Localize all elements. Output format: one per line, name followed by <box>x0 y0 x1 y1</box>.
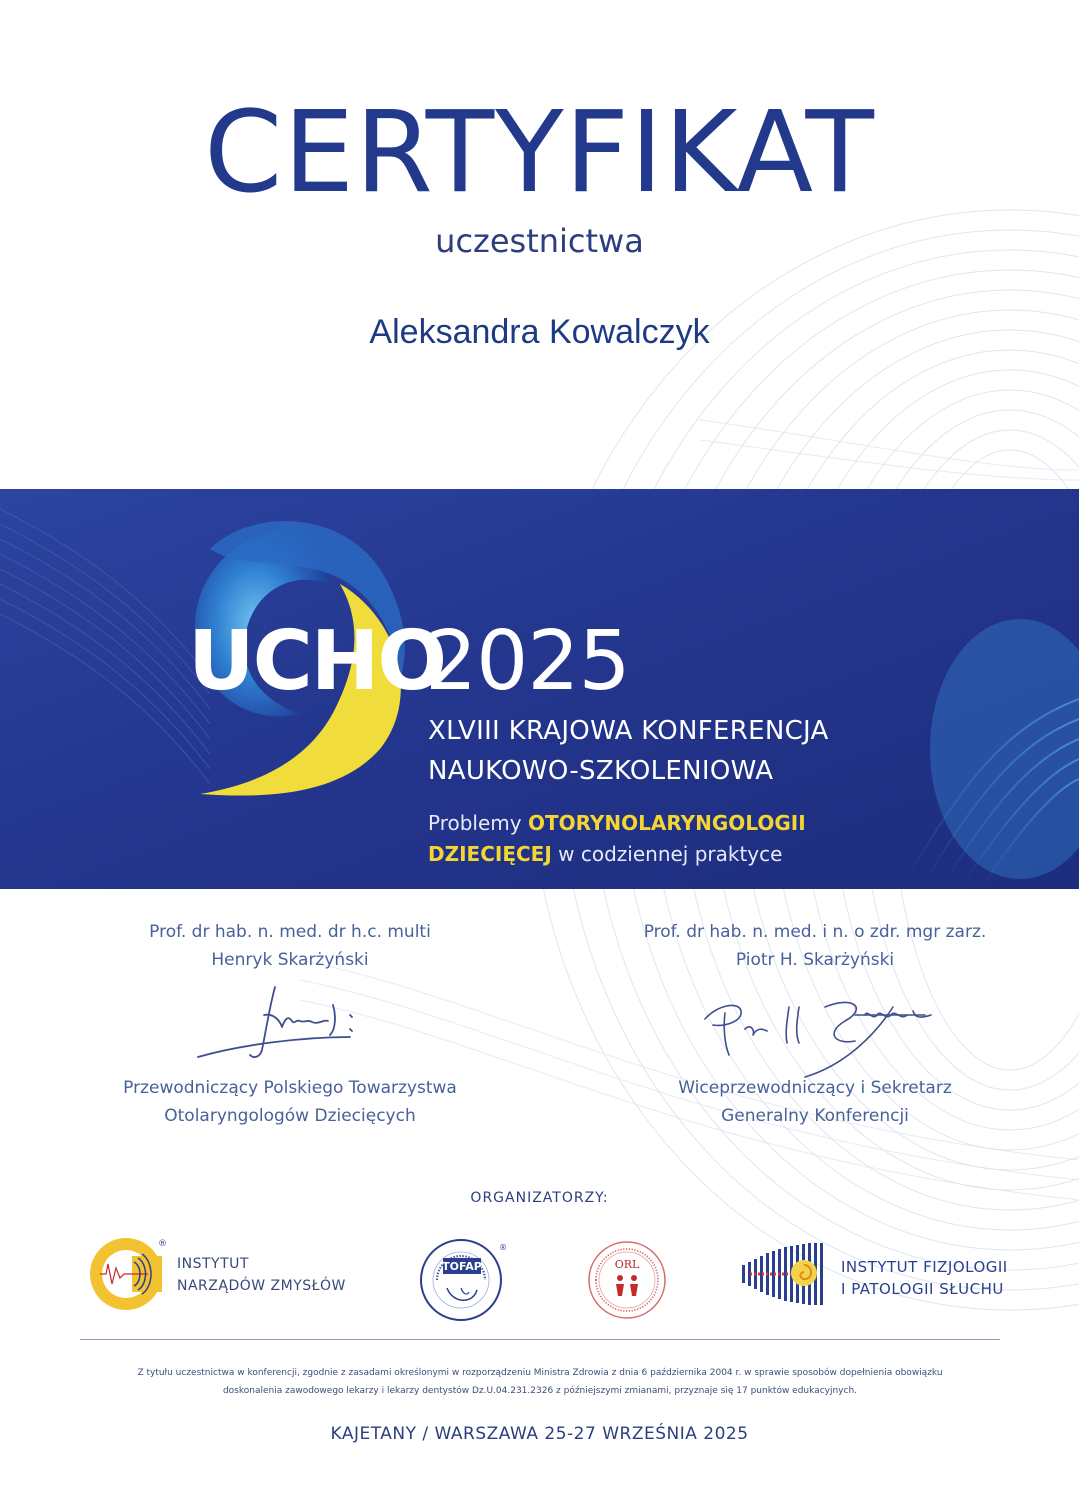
right-signatory-role <box>605 1074 1025 1130</box>
footnote-line2: doskonalenia zawodowego lekarzy i lekarzy dentystów Dz.U.04.231.2326 z późniejszymi zmianami, przyznaje się 17 punktów edukacyjnych. <box>222 1386 858 1396</box>
left-signatory-role <box>80 1074 500 1130</box>
theme-prefix: Problemy <box>428 811 528 835</box>
left-role-line2: Otolaryngologów Dziecięcych <box>164 1106 416 1126</box>
right-role-line1: Wiceprzewodniczący i Sekretarz <box>678 1078 952 1098</box>
ifps-text <box>841 1256 1008 1300</box>
right-signatory-header <box>605 918 1025 974</box>
brand-year: 2025 <box>425 614 630 709</box>
orl-label: ORL <box>614 1258 640 1271</box>
tofap-label: TOFAP <box>442 1260 482 1273</box>
left-role-line1: Przewodniczący Polskiego Towarzystwa <box>123 1078 457 1098</box>
conference-theme-line1 <box>428 811 806 835</box>
certificate-title: CERTYFIKAT <box>204 88 875 218</box>
tofap-logo <box>417 1238 505 1322</box>
inz-line1: INSTYTUT <box>177 1256 249 1272</box>
theme-suffix: w codziennej praktyce <box>551 842 783 866</box>
place-and-date: KAJETANY / WARSZAWA 25-27 WRZEŚNIA 2025 <box>330 1424 749 1444</box>
conference-name-line1: XLVIII KRAJOWA KONFERENCJA <box>428 716 829 746</box>
right-signatory-title: Prof. dr hab. n. med. i n. o zdr. mgr zarz. <box>643 922 987 942</box>
conference-theme-line2 <box>428 842 782 866</box>
left-signatory-header <box>80 918 500 974</box>
theme-highlight-1: OTORYNOLARYNGOLOGII <box>527 811 806 835</box>
conference-name-line2: NAUKOWO-SZKOLENIOWA <box>428 756 774 786</box>
left-signature <box>190 975 380 1065</box>
inz-line2: NARZĄDÓW ZMYSŁÓW <box>177 1278 346 1294</box>
right-signatory-name: Piotr H. Skarżyński <box>735 950 895 970</box>
recipient-name: Aleksandra Kowalczyk <box>369 313 710 351</box>
organizers-header: ORGANIZATORZY: <box>470 1190 609 1206</box>
ifps-line1: INSTYTUT FIZJOLOGII <box>841 1258 1008 1276</box>
ifps-line2: I PATOLOGII SŁUCHU <box>841 1280 1004 1298</box>
instytut-narzadow-zmyslow-text <box>177 1253 346 1297</box>
orl-logo <box>584 1240 670 1320</box>
theme-highlight-2: DZIECIĘCEJ <box>428 842 552 866</box>
education-points-note <box>60 1364 1020 1400</box>
left-signatory-name: Henryk Skarżyński <box>211 950 369 970</box>
footer-divider <box>80 1339 1000 1340</box>
right-signature <box>695 985 955 1080</box>
certificate-subtitle: uczestnictwa <box>435 222 644 260</box>
footnote-line1: Z tytułu uczestnictwa w konferencji, zgodnie z zasadami określonymi w rozporządzeniu Ministra Zdrowia z dnia 6 października 2004 r. w sprawie sposobów dopełnienia obowiązku <box>137 1368 943 1378</box>
left-signatory-title: Prof. dr hab. n. med. dr h.c. multi <box>149 922 431 942</box>
right-role-line2: Generalny Konferencji <box>721 1106 909 1126</box>
instytut-narzadow-zmyslow-logo <box>88 1236 168 1312</box>
ifps-logo <box>742 1243 830 1305</box>
svg-text:®: ® <box>158 1239 167 1249</box>
brand-ucho: UCHO <box>188 614 446 709</box>
svg-text:®: ® <box>499 1243 507 1252</box>
